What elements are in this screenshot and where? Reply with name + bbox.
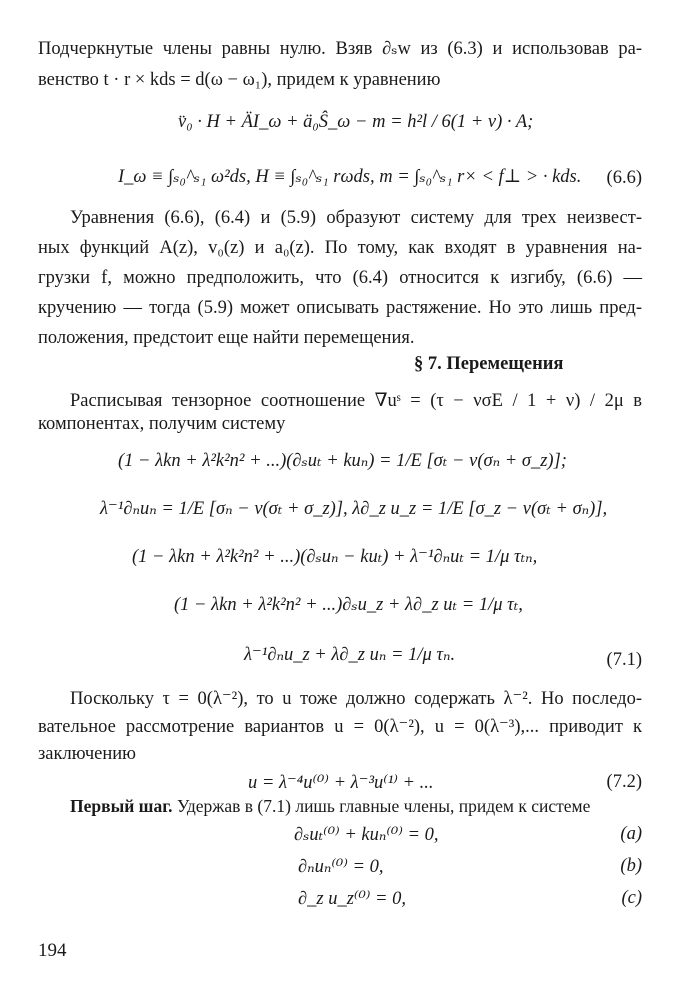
equation-7-1-line-5: λ⁻¹∂ₙu_z + λ∂_z uₙ = 1/μ τₙ. [244,645,456,665]
equation-c: ∂_z u_z⁽⁰⁾ = 0, [298,889,407,909]
equation-a: ∂ₛuₜ⁽⁰⁾ + kuₙ⁽⁰⁾ = 0, [294,825,439,845]
section-heading: § 7. Перемещения [414,354,564,374]
equation-7-1-line-1: (1 − λkn + λ²k²n² + ...)(∂ₛuₜ + kuₙ) = 1/E [σₜ − ν(σₙ + σ_z)]; [118,451,567,471]
equation-7-1-line-2: λ⁻¹∂ₙuₙ = 1/E [σₙ − ν(σₜ + σ_z)], λ∂_z u_z = 1/E [σ_z − ν(σₜ + σₙ)], [100,499,608,519]
text-line-2: венство t · r × kds = d(ω − ω₁), придем к уравнению [38,70,441,90]
equation-7-2: u = λ⁻⁴u⁽⁰⁾ + λ⁻³u⁽¹⁾ + ... [248,773,434,793]
text-line-7: положения, предстоит еще найти перемещения. [38,328,415,348]
page-number: 194 [38,940,67,961]
equation-7-1-line-4: (1 − λkn + λ²k²n² + ...)∂ₛu_z + λ∂_z uₜ = 1/μ τₜ, [174,595,523,615]
step-text: Удержав в (7.1) лишь главные члены, придем к системе [176,796,591,816]
text-line-11: вательное рассмотрение вариантов u = 0(λ⁻²), u = 0(λ⁻³),... приводит к [38,717,642,737]
equation-6-6-line-2: I_ω ≡ ∫ₛ₀^ₛ₁ ω²ds, H ≡ ∫ₛ₀^ₛ₁ rωds, m = ∫ₛ₀^ₛ₁ r× < f⊥ > · kds. [118,167,582,187]
text-line-3: Уравнения (6.6), (6.4) и (5.9) образуют систему для трех неизвест- [70,208,642,228]
text-line-12: заключению [38,744,136,764]
equation-number-7-2: (7.2) [606,772,642,792]
text-line-1: Подчеркнутые члены равны нулю. Взяв ∂ₛw из (6.3) и использовав ра- [38,39,642,59]
equation-number-6-6: (6.6) [606,168,642,188]
equation-label-c: (c) [621,888,642,908]
text-line-6: кручению — тогда (5.9) может описывать растяжение. Но это лишь пред- [38,298,642,318]
equation-label-a: (a) [620,824,642,844]
equation-number-7-1: (7.1) [606,650,642,670]
text-line-10: Поскольку τ = 0(λ⁻²), то u тоже должно содержать λ⁻². Но последо- [70,689,642,709]
equation-label-b: (b) [620,856,642,876]
text-line-4: ных функций A(z), v₀(z) и a₀(z). По тому, как входят в уравнения на- [38,238,642,258]
text-line-8: Расписывая тензорное соотношение ∇uˢ = (τ − νσE / 1 + ν) / 2μ в [70,391,642,411]
text-line-5: грузки f, можно предположить, что (6.4) относится к изгибу, (6.6) — [38,268,642,288]
equation-6-6-line-1: v̈₀ · H + ÄI_ω + ä₀Ŝ_ω − m = h²l / 6(1 + ν) · A; [178,112,534,132]
step-label: Первый шаг. [70,796,173,816]
text-line-13 [70,796,590,817]
equation-b: ∂ₙuₙ⁽⁰⁾ = 0, [298,857,384,877]
text-line-9: компонентах, получим систему [38,414,286,434]
equation-7-1-line-3: (1 − λkn + λ²k²n² + ...)(∂ₛuₙ − kuₜ) + λ⁻¹∂ₙuₜ = 1/μ τₜₙ, [132,547,538,567]
